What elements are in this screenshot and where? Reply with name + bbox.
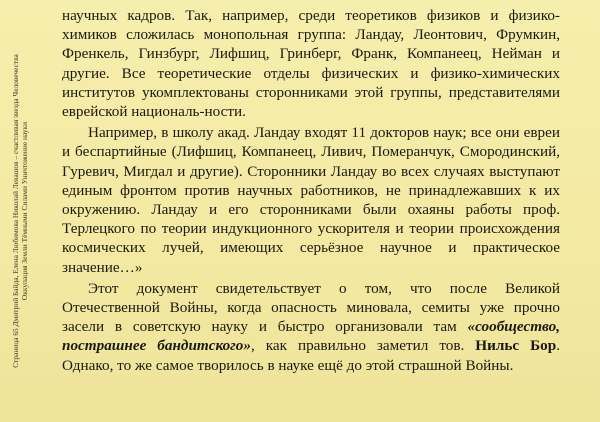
paragraph-1: научных кадров. Так, например, среди теоретиков физиков и физико-химиков сложилась монопольная группа: Ландау, Леонтович, Фрумкин, Френкель, Гинзбург, Лифшиц, Гринберг, Франк, Компанеец, Нейман и другие. Все теоретические отделы физических и физико-химических институтов укомплектованы сторонниками этой группы, представителями еврейской националь-ности. [62,7,560,121]
paragraph-3-middle: , как правильно заметил тов. [250,337,476,355]
margin-header-line-1: Страница 65 Дмитрий Байда, Елена Любимова Николай Левашов – счастливая звезда Человечества [11,54,20,368]
body-text [62,6,560,375]
paragraph-2: Например, в школу акад. Ландау входят 11 докторов наук; все они евреи и беспартийные (Лифшиц, Компанеец, Ливич, Померанчук, Смородинский, Гуревич, Мигдал и другие). Сторонники Ландау во всех случаях выступают единым фронтом против научных работников, не принадлежавших к их окружению. Ландау и его сторонниками были охаяны работы проф. Терлецкого по теории индукционного ускорителя и теории происхождения космических лучей, имеющих серьёзное научное и практическое значение…» [62,124,560,276]
paragraph-3-start: Этот документ свидетельствует о том, что после Великой Отечественной Войны, когда опасность миновала, семиты уже прочно засели в советскую науку и быстро организовали там [62,279,560,336]
bold-name: Нильс Бор [475,337,557,355]
paragraph-3-end: . Однако, то же самое творилось в науке ещё до этой страшной Войны. [62,337,560,374]
margin-running-header [0,0,40,422]
emphasized-quote: «сообщество, пострашнее бандитского» [62,318,560,355]
margin-running-header-text [11,11,29,411]
margin-header-line-2: Оккупация Земли Тёмными Силами Уничтожение науки [20,121,29,301]
paragraph-3 [62,279,560,375]
